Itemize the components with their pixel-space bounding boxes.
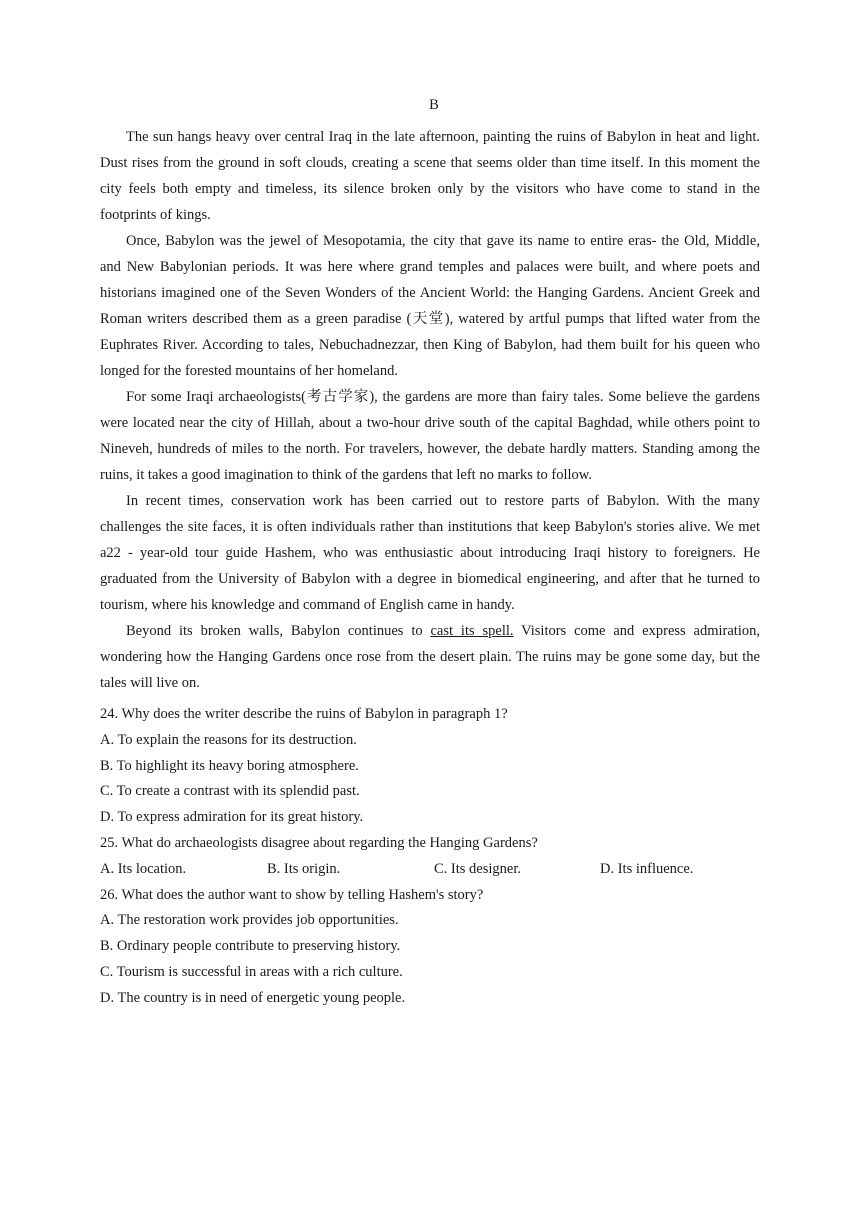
section-label: B bbox=[429, 97, 439, 113]
question-26 bbox=[100, 883, 760, 1012]
question-list bbox=[100, 702, 760, 1012]
option-d: D. To express admiration for its great history. bbox=[100, 809, 364, 826]
paragraph-5-end: Visitors come and express admiration, wondering how the Hanging Gardens once rose from the desert plain. The ruins may be gone some day, but the tales will live on. bbox=[100, 623, 760, 691]
option-row bbox=[100, 857, 760, 883]
question-stem: 26. What does the author want to show by telling Hashem's story? bbox=[100, 886, 484, 903]
option-d: D. Its influence. bbox=[600, 860, 694, 877]
question-25 bbox=[100, 831, 760, 883]
option-a: A. Its location. bbox=[100, 860, 187, 877]
underlined-phrase: cast its spell. bbox=[430, 623, 514, 639]
paragraph-5 bbox=[100, 618, 760, 696]
option-d: D. The country is in need of energetic young people. bbox=[100, 989, 406, 1006]
option-a: A. The restoration work provides job opportunities. bbox=[100, 912, 399, 929]
paragraph-3: For some Iraqi archaeologists(考古学家), the gardens are more than fairy tales. Some believe the gardens were located near the city of Hillah, about a two-hour drive south of the capital Baghdad, while others point to Nineveh, hundreds of miles to the north. For travelers, however, the debate hardly matters. Standing among the ruins, it takes a good imagination to think of the gardens that left no marks to follow. bbox=[100, 389, 760, 483]
option-c: C. To create a contrast with its splendid past. bbox=[100, 783, 360, 800]
paragraph-5-start: Beyond its broken walls, Babylon continues to bbox=[126, 623, 431, 639]
option-a: A. To explain the reasons for its destruction. bbox=[100, 731, 357, 748]
option-b: B. Ordinary people contribute to preserving history. bbox=[100, 938, 401, 955]
option-c: C. Tourism is successful in areas with a rich culture. bbox=[100, 963, 403, 980]
option-b: B. Its origin. bbox=[267, 860, 341, 877]
paragraph-4: In recent times, conservation work has been carried out to restore parts of Babylon. With the many challenges the site faces, it is often individuals rather than institutions that keep Babylon's stories alive. We met a22 - year-old tour guide Hashem, who was enthusiastic about introducing Iraqi history to foreigners. He graduated from the University of Babylon with a degree in biomedical engineering, and after that he turned to tourism, where his knowledge and command of English came in handy. bbox=[100, 493, 760, 613]
option-c: C. Its designer. bbox=[434, 860, 521, 877]
reading-passage bbox=[100, 124, 760, 696]
question-stem: 24. Why does the writer describe the ruins of Babylon in paragraph 1? bbox=[100, 706, 508, 722]
paragraph-2: Once, Babylon was the jewel of Mesopotamia, the city that gave its name to entire eras- the Old, Middle, and New Babylonian periods. It was here where grand temples and palaces were built, and where poets and historians imagined one of the Seven Wonders of the Ancient World: the Hanging Gardens. Ancient Greek and Roman writers described them as a green paradise (天堂), watered by artful pumps that lifted water from the Euphrates River. According to tales, Nebuchadnezzar, then King of Babylon, had them built for his queen who longed for the forested mountains of her homeland. bbox=[100, 233, 760, 379]
question-24 bbox=[100, 702, 760, 831]
question-stem: 25. What do archaeologists disagree about regarding the Hanging Gardens? bbox=[100, 834, 538, 851]
paragraph-1: The sun hangs heavy over central Iraq in the late afternoon, painting the ruins of Babylon in heat and light. Dust rises from the ground in soft clouds, creating a scene that seems older than time itself. In this moment the city feels both empty and timeless, its silence broken only by the visitors who have come to stand in the footprints of kings. bbox=[100, 129, 760, 223]
option-b: B. To highlight its heavy boring atmosphere. bbox=[100, 757, 359, 774]
